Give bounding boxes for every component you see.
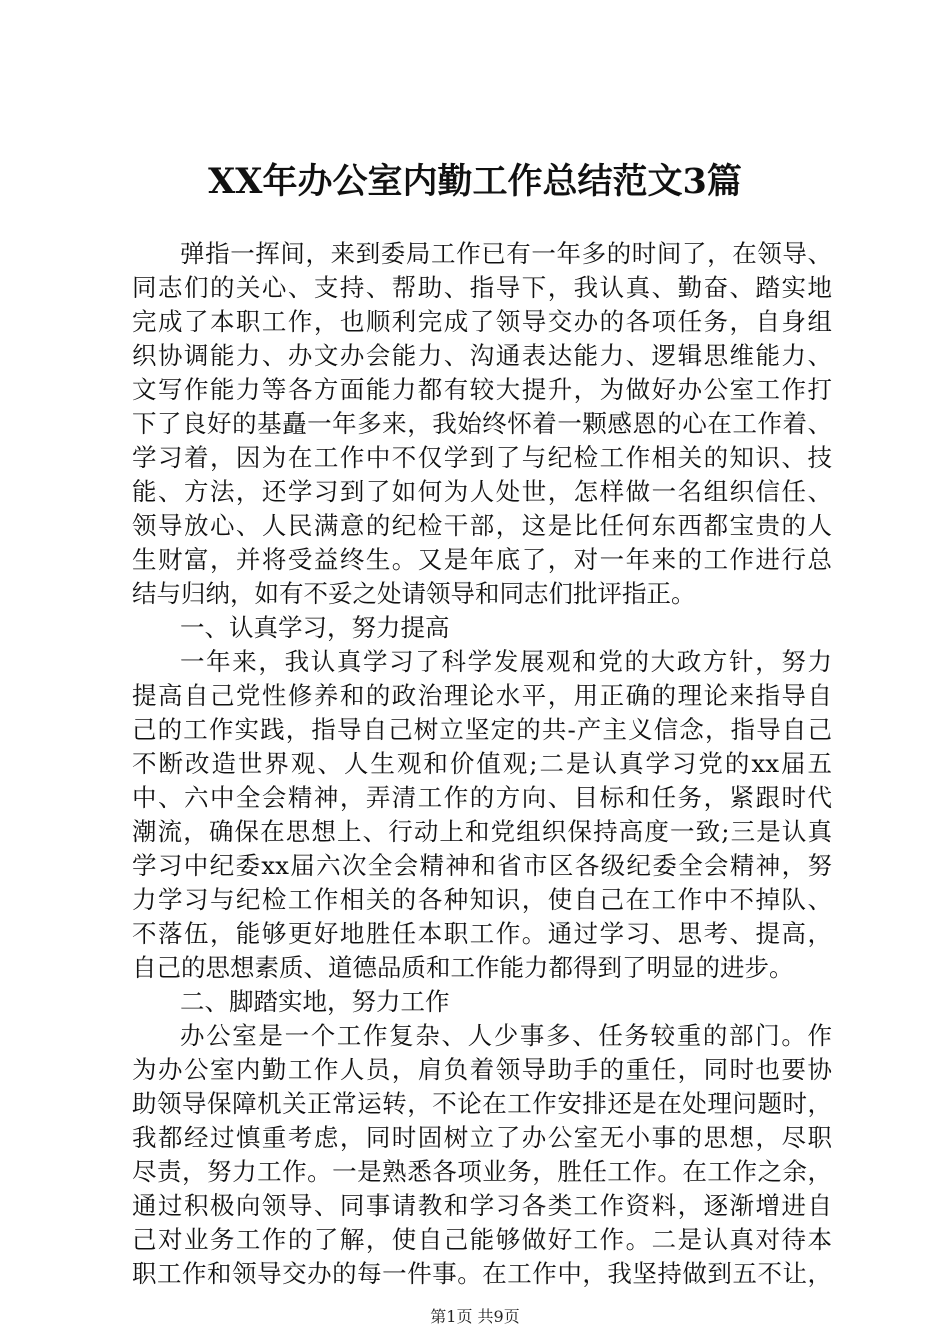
paragraph-line: 完成了本职工作，也顺利完成了领导交办的各项任务，自身组 xyxy=(132,307,832,336)
paragraph-line: 能、方法，还学习到了如何为人处世，怎样做一名组织信任、 xyxy=(132,477,832,506)
paragraph-line: 中、六中全会精神，弄清工作的方向、目标和任务，紧跟时代 xyxy=(132,783,832,812)
paragraph-line: 职工作和领导交办的每一件事。在工作中，我坚持做到五不让， xyxy=(132,1259,832,1288)
paragraph-line: 潮流，确保在思想上、行动上和党组织保持高度一致;三是认真 xyxy=(132,817,832,846)
paragraph-line: 提高自己党性修养和的政治理论水平，用正确的理论来指导自 xyxy=(132,681,832,710)
paragraph-line: 下了良好的基矗一年多来，我始终怀着一颗感恩的心在工作着、 xyxy=(132,409,832,438)
paragraph-line: 尽责，努力工作。一是熟悉各项业务，胜任工作。在工作之余， xyxy=(132,1157,832,1186)
paragraph-line: 文写作能力等各方面能力都有较大提升，为做好办公室工作打 xyxy=(132,375,832,404)
paragraph-line: 不断改造世界观、人生观和价值观;二是认真学习党的xx届五 xyxy=(132,749,832,778)
paragraph-line: 我都经过慎重考虑，同时固树立了办公室无小事的思想，尽职 xyxy=(132,1123,832,1152)
paragraph-line: 学习中纪委xx届六次全会精神和省市区各级纪委全会精神，努 xyxy=(132,851,832,880)
paragraph-line: 弹指一挥间，来到委局工作已有一年多的时间了，在领导、 xyxy=(180,239,832,268)
paragraph-line: 为办公室内勤工作人员，肩负着领导助手的重任，同时也要协 xyxy=(132,1055,832,1084)
section-heading: 一、认真学习，努力提高 xyxy=(180,613,450,642)
document-title: XX年办公室内勤工作总结范文3篇 xyxy=(208,161,742,202)
paragraph-line: 学习着，因为在工作中不仅学到了与纪检工作相关的知识、技 xyxy=(132,443,832,472)
paragraph-line: 同志们的关心、支持、帮助、指导下，我认真、勤奋、踏实地 xyxy=(132,273,832,302)
section-heading: 二、脚踏实地，努力工作 xyxy=(180,987,450,1016)
paragraph-line: 领导放心、人民满意的纪检干部，这是比任何东西都宝贵的人 xyxy=(132,511,832,540)
paragraph-line: 通过积极向领导、同事请教和学习各类工作资料，逐渐增进自 xyxy=(132,1191,832,1220)
paragraph-line: 己的工作实践，指导自己树立坚定的共-产主义信念，指导自己 xyxy=(132,715,832,744)
paragraph-line: 自己的思想素质、道德品质和工作能力都得到了明显的进步。 xyxy=(132,953,794,982)
paragraph-line: 办公室是一个工作复杂、人少事多、任务较重的部门。作 xyxy=(180,1021,832,1050)
paragraph-line: 一年来，我认真学习了科学发展观和党的大政方针，努力 xyxy=(180,647,832,676)
paragraph-line: 己对业务工作的了解，使自己能够做好工作。二是认真对待本 xyxy=(132,1225,832,1254)
paragraph-line: 结与归纳，如有不妥之处请领导和同志们批评指正。 xyxy=(132,579,696,608)
paragraph-line: 织协调能力、办文办会能力、沟通表达能力、逻辑思维能力、 xyxy=(132,341,832,370)
paragraph-line: 力学习与纪检工作相关的各种知识，使自己在工作中不掉队、 xyxy=(132,885,832,914)
paragraph-line: 生财富，并将受益终生。又是年底了，对一年来的工作进行总 xyxy=(132,545,832,574)
page-number-footer: 第1页 共9页 xyxy=(430,1307,520,1326)
paragraph-line: 助领导保障机关正常运转，不论在工作安排还是在处理问题时， xyxy=(132,1089,832,1118)
paragraph-line: 不落伍，能够更好地胜任本职工作。通过学习、思考、提高， xyxy=(132,919,832,948)
